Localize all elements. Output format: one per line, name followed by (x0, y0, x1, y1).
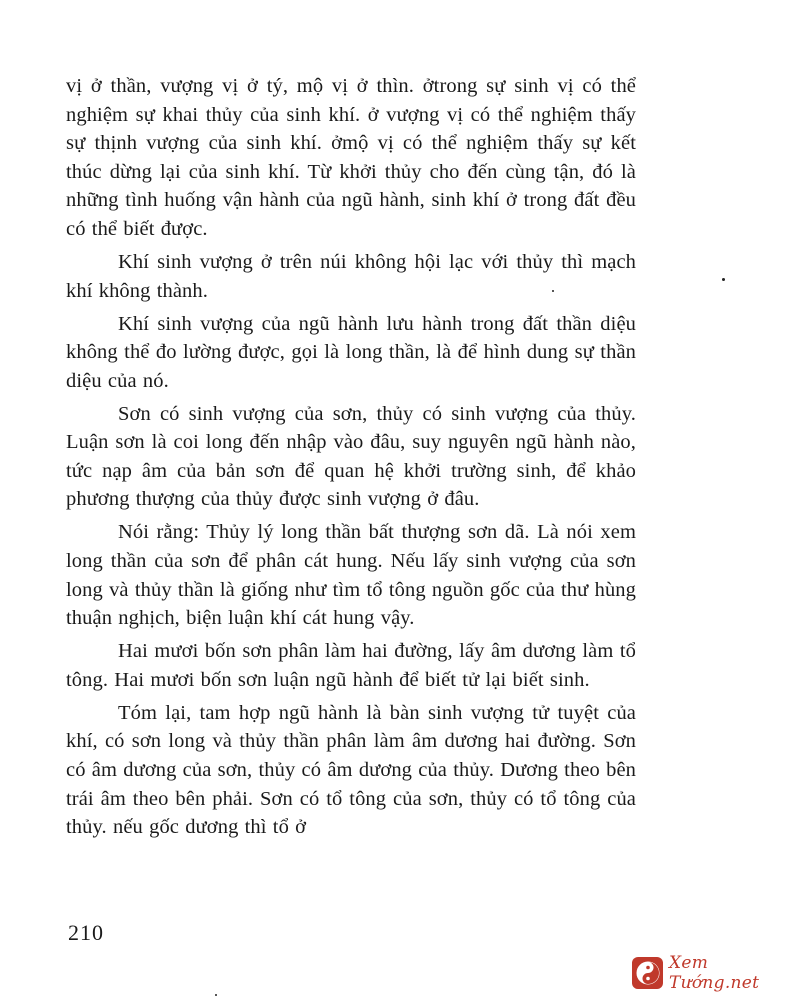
watermark-text: Xem Tướng.net (669, 953, 760, 993)
paragraph-6: Hai mươi bốn sơn phân làm hai đường, lấy âm dương làm tổ tông. Hai mươi bốn sơn luận ngũ hành để biết tử lại biết sinh. (66, 640, 636, 691)
scan-speck (215, 994, 217, 996)
paragraph-4: Sơn có sinh vượng của sơn, thủy có sinh vượng của thủy. Luận sơn là coi long đến nhập vào đâu, suy nguyên ngũ hành nào, tức nạp âm của bản sơn để quan hệ khởi trường sinh, để khảo phương thượng của thủy được sinh vượng ở đâu. (66, 402, 636, 511)
paragraph-1: vị ở thần, vượng vị ở tý, mộ vị ở thìn. ởtrong sự sinh vị có thể nghiệm sự khai thủy của sinh khí. ở vượng vị có thể nghiệm thấy sự thịnh vượng của sinh khí. ởmộ vị có thể nghiệm thấy sự kết thúc dừng lại của sinh khí. Từ khởi thủy cho đến cùng tận, đó là những tình huống vận hành của ngũ hành, sinh khí ở trong đất đều có thể biết được. (66, 75, 636, 240)
page-number: 210 (68, 920, 104, 945)
scan-speck (552, 290, 554, 292)
yin-yang-icon (632, 957, 663, 989)
body-text (66, 72, 636, 842)
paragraph-3: Khí sinh vượng của ngũ hành lưu hành trong đất thần diệu không thể đo lường được, gọi là long thần, là để hình dung sự thần diệu của nó. (66, 312, 636, 392)
paragraph-2: Khí sinh vượng ở trên núi không hội lạc với thủy thì mạch khí không thành. (66, 250, 636, 302)
site-watermark (632, 953, 800, 993)
paragraph-5: Nói rằng: Thủy lý long thần bất thượng sơn dã. Là nói xem long thần của sơn để phân cát hung. Nếu lấy sinh vượng của sơn long và thủy thần là giống như tìm tổ tông nguồn gốc của thư hùng thuận nghịch, biện luận khí cát hung vậy. (66, 521, 636, 630)
scan-speck (722, 278, 725, 281)
paragraph-7: Tóm lại, tam hợp ngũ hành là bàn sinh vượng tử tuyệt của khí, có sơn long và thủy thần phân làm âm dương hai đường. Sơn có âm dương của sơn, thủy có âm dương của thủy. Dương theo bên trái âm theo bên phải. Sơn có tổ tông của sơn, thủy có tổ tông của thủy. nếu gốc dương thì tổ ở (66, 701, 636, 839)
